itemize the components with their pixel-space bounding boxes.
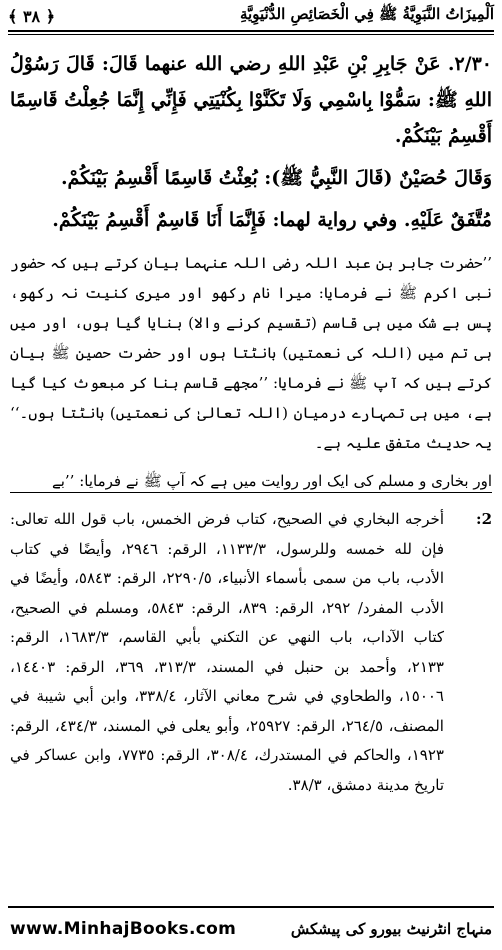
header-rule-thin: [8, 34, 494, 35]
hadith-paragraph-3: مُتَّفَقٌ عَلَيْهِ. وفي رواية لهما: فَإِنَّمَا أَنَا قَاسِمٌ أَقْسِمُ بَيْنَكُمْ.: [52, 209, 492, 231]
hadith-arabic-text: [10, 46, 492, 244]
urdu-paragraph-1: ’’حضرت جابر بن عبد اللہ رضی اللہ عنہما بیان کرتے ہیں کہ حضور نبی اکرم ﷺ نے فرمایا: میرا نام رکھو اور میری کنیت نہ رکھو، پس بے شک میں ہی قاسم (تقسیم کرنے والا) بنایا گیا ہوں، اور میں ہی تم میں (اللہ کی نعمتیں) بانٹتا ہوں اور حضرت حصین ﷺ بیان کرتے ہیں کہ آپ ﷺ نے فرمایا: ’’مجھے قاسم بنا کر مبعوث کیا گیا ہے، میں ہی تمہارے درمیان (اللہ تعالیٰ کی نعمتیں) بانٹتا ہوں۔‘‘ یہ حدیث متفق علیہ ہے۔: [10, 254, 492, 452]
footer-rule: [8, 906, 494, 908]
footnote-number: 2:: [476, 510, 492, 528]
footnote-references: [10, 505, 492, 800]
urdu-translation: [10, 248, 492, 504]
header-rule: [8, 30, 494, 32]
urdu-paragraph-2: اور بخاری و مسلم کی ایک اور روایت میں ہے کہ آپ ﷺ نے فرمایا: ’’بے: [51, 472, 492, 490]
website-link[interactable]: www.MinhajBooks.com: [10, 919, 237, 939]
footnote-text: أخرجه البخاري في الصحيح، كتاب فرض الخمس، باب قول الله تعالى: فإن لله خمسه وللرسول، ١١٣٣/٣، الرقم: ٢٩٤٦، وأيضًا في كتاب الأدب، باب من سمى بأسماء الأنبياء، ٢٢٩٠/٥، الرقم: ٥٨٤٣، وأيضًا في الأدب المفرد/ ٢٩٢، الرقم: ٨٣٩، الرقم: ٥٨٤٣، ومسلم في الصحيح، كتاب الآداب، باب النهي عن التكني بأبي القاسم، ١٦٨٣/٣، الرقم: ٢١٣٣، وأحمد بن حنبل في المسند، ٣١٣/٣، ٣٦٩، الرقم: ١٤٤٠٣، ١٥٠٠٦، والطحاوي في شرح معاني الآثار، ٣٣٨/٤، وابن أبي شيبة في المصنف، ٢٦٤/٥، الرقم: ٢٥٩٢٧، وأبو يعلى في المسند، ٤٣٤/٣، الرقم: ١٩٢٣، والحاكم في المستدرك، ٣٠٨/٤، الرقم: ٧٧٣٥، وابن عساكر في تاريخ مدينة دمشق، ٣٨/٣.: [10, 510, 445, 794]
page-footer: [10, 914, 492, 944]
page-number: ﴿ ٣٨ ﴾: [8, 6, 56, 26]
page-header: [8, 4, 494, 28]
footnote-divider: [10, 492, 492, 493]
hadith-paragraph-1: ٢/٣٠. عَنْ جَابِرِ بْنِ عَبْدِ اللهِ رضي الله عنهما قَالَ: قَالَ رَسُوْلُ اللهِ ﷺ: سَمُّوْا بِاسْمِي وَلَا تَكَنَّوْا بِكُنْيَتِي فَإِنِّي إِنَّمَا جُعِلْتُ قَاسِمًا أَقْسِمُ بَيْنَكُمْ.: [10, 53, 492, 147]
publisher-credit: منہاج انٹرنیٹ بیورو کی پیشکش: [290, 920, 492, 938]
running-title: اَلْمِيزَاتُ النَّبَوِيَّةُ ﷺ فِي الْخَصَائِصِ الدُّنْيَوِيَّةِ: [240, 5, 494, 23]
hadith-paragraph-2: وَقَالَ حُصَيْنٌ (قَالَ النَّبِيُّ ﷺ): بُعِثْتُ قَاسِمًا أَقْسِمُ بَيْنَكُمْ.: [60, 167, 492, 189]
